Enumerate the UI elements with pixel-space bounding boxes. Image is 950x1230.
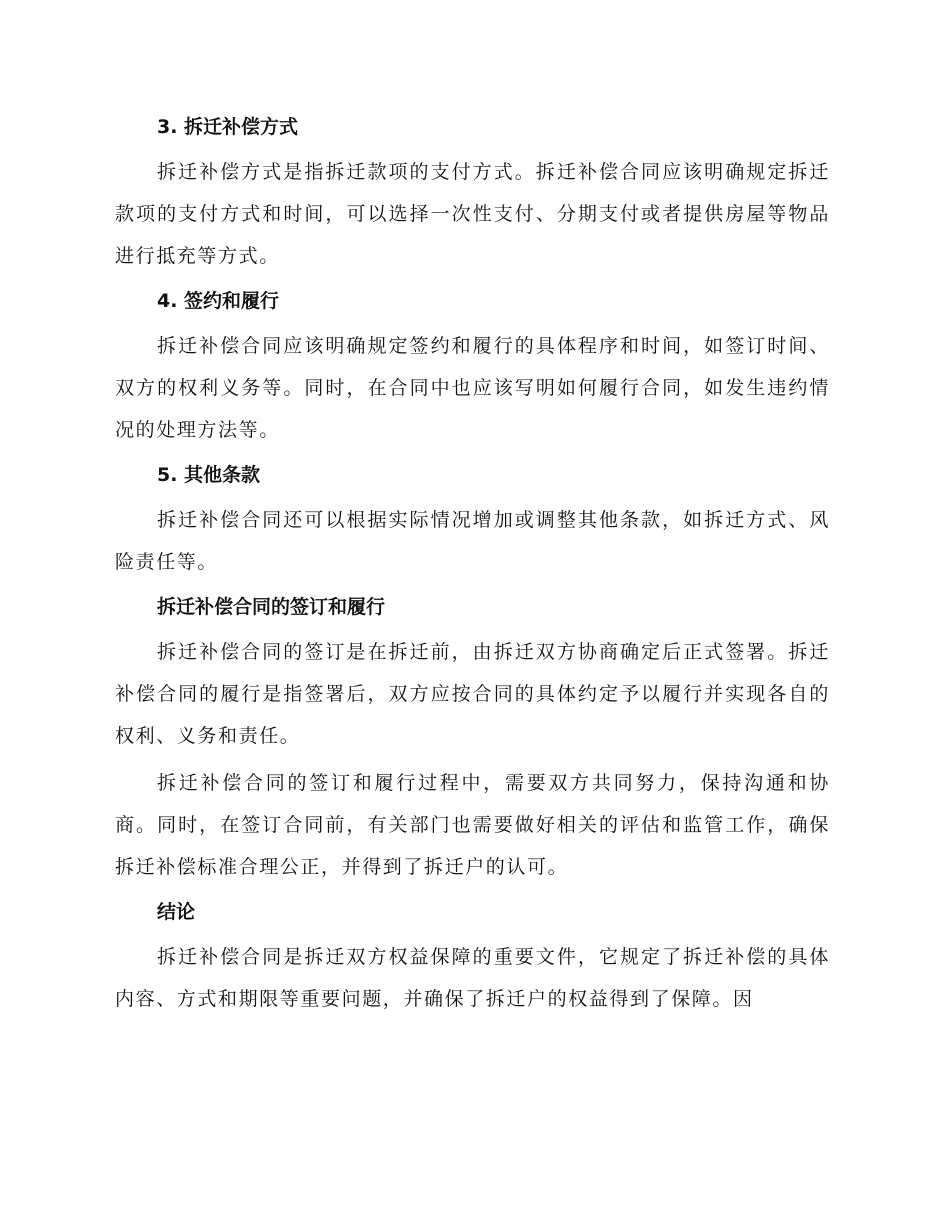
section-heading-contract-signing: 拆迁补偿合同的签订和履行: [157, 596, 386, 618]
section-heading-other-terms: 5. 其他条款: [157, 464, 261, 486]
document-body: [115, 108, 830, 1025]
section-heading-conclusion: 结论: [157, 901, 196, 923]
paragraph-signing-performance: 拆迁补偿合同应该明确规定签约和履行的具体程序和时间，如签订时间、双方的权利义务等。同时，在合同中也应该写明如何履行合同，如发生违约情况的处理方法等。: [115, 335, 830, 441]
section-heading-signing-performance: 4. 签约和履行: [157, 290, 280, 312]
paragraph-conclusion: 拆迁补偿合同是拆迁双方权益保障的重要文件，它规定了拆迁补偿的具体内容、方式和期限等重要问题，并确保了拆迁户的权益得到了保障。因: [115, 946, 830, 1010]
paragraph-compensation-method: 拆迁补偿方式是指拆迁款项的支付方式。拆迁补偿合同应该明确规定拆迁款项的支付方式和时间，可以选择一次性支付、分期支付或者提供房屋等物品进行抵充等方式。: [115, 161, 830, 267]
section-heading-compensation-method: 3. 拆迁补偿方式: [157, 116, 299, 138]
paragraph-other-terms: 拆迁补偿合同还可以根据实际情况增加或调整其他条款，如拆迁方式、风险责任等。: [115, 509, 830, 573]
paragraph-contract-signing-2: 拆迁补偿合同的签订和履行过程中，需要双方共同努力，保持沟通和协商。同时，在签订合同前，有关部门也需要做好相关的评估和监管工作，确保拆迁补偿标准合理公正，并得到了拆迁户的认可。: [115, 772, 830, 878]
paragraph-contract-signing-1: 拆迁补偿合同的签订是在拆迁前，由拆迁双方协商确定后正式签署。拆迁补偿合同的履行是指签署后，双方应按合同的具体约定予以履行并实现各自的权利、义务和责任。: [115, 641, 830, 747]
